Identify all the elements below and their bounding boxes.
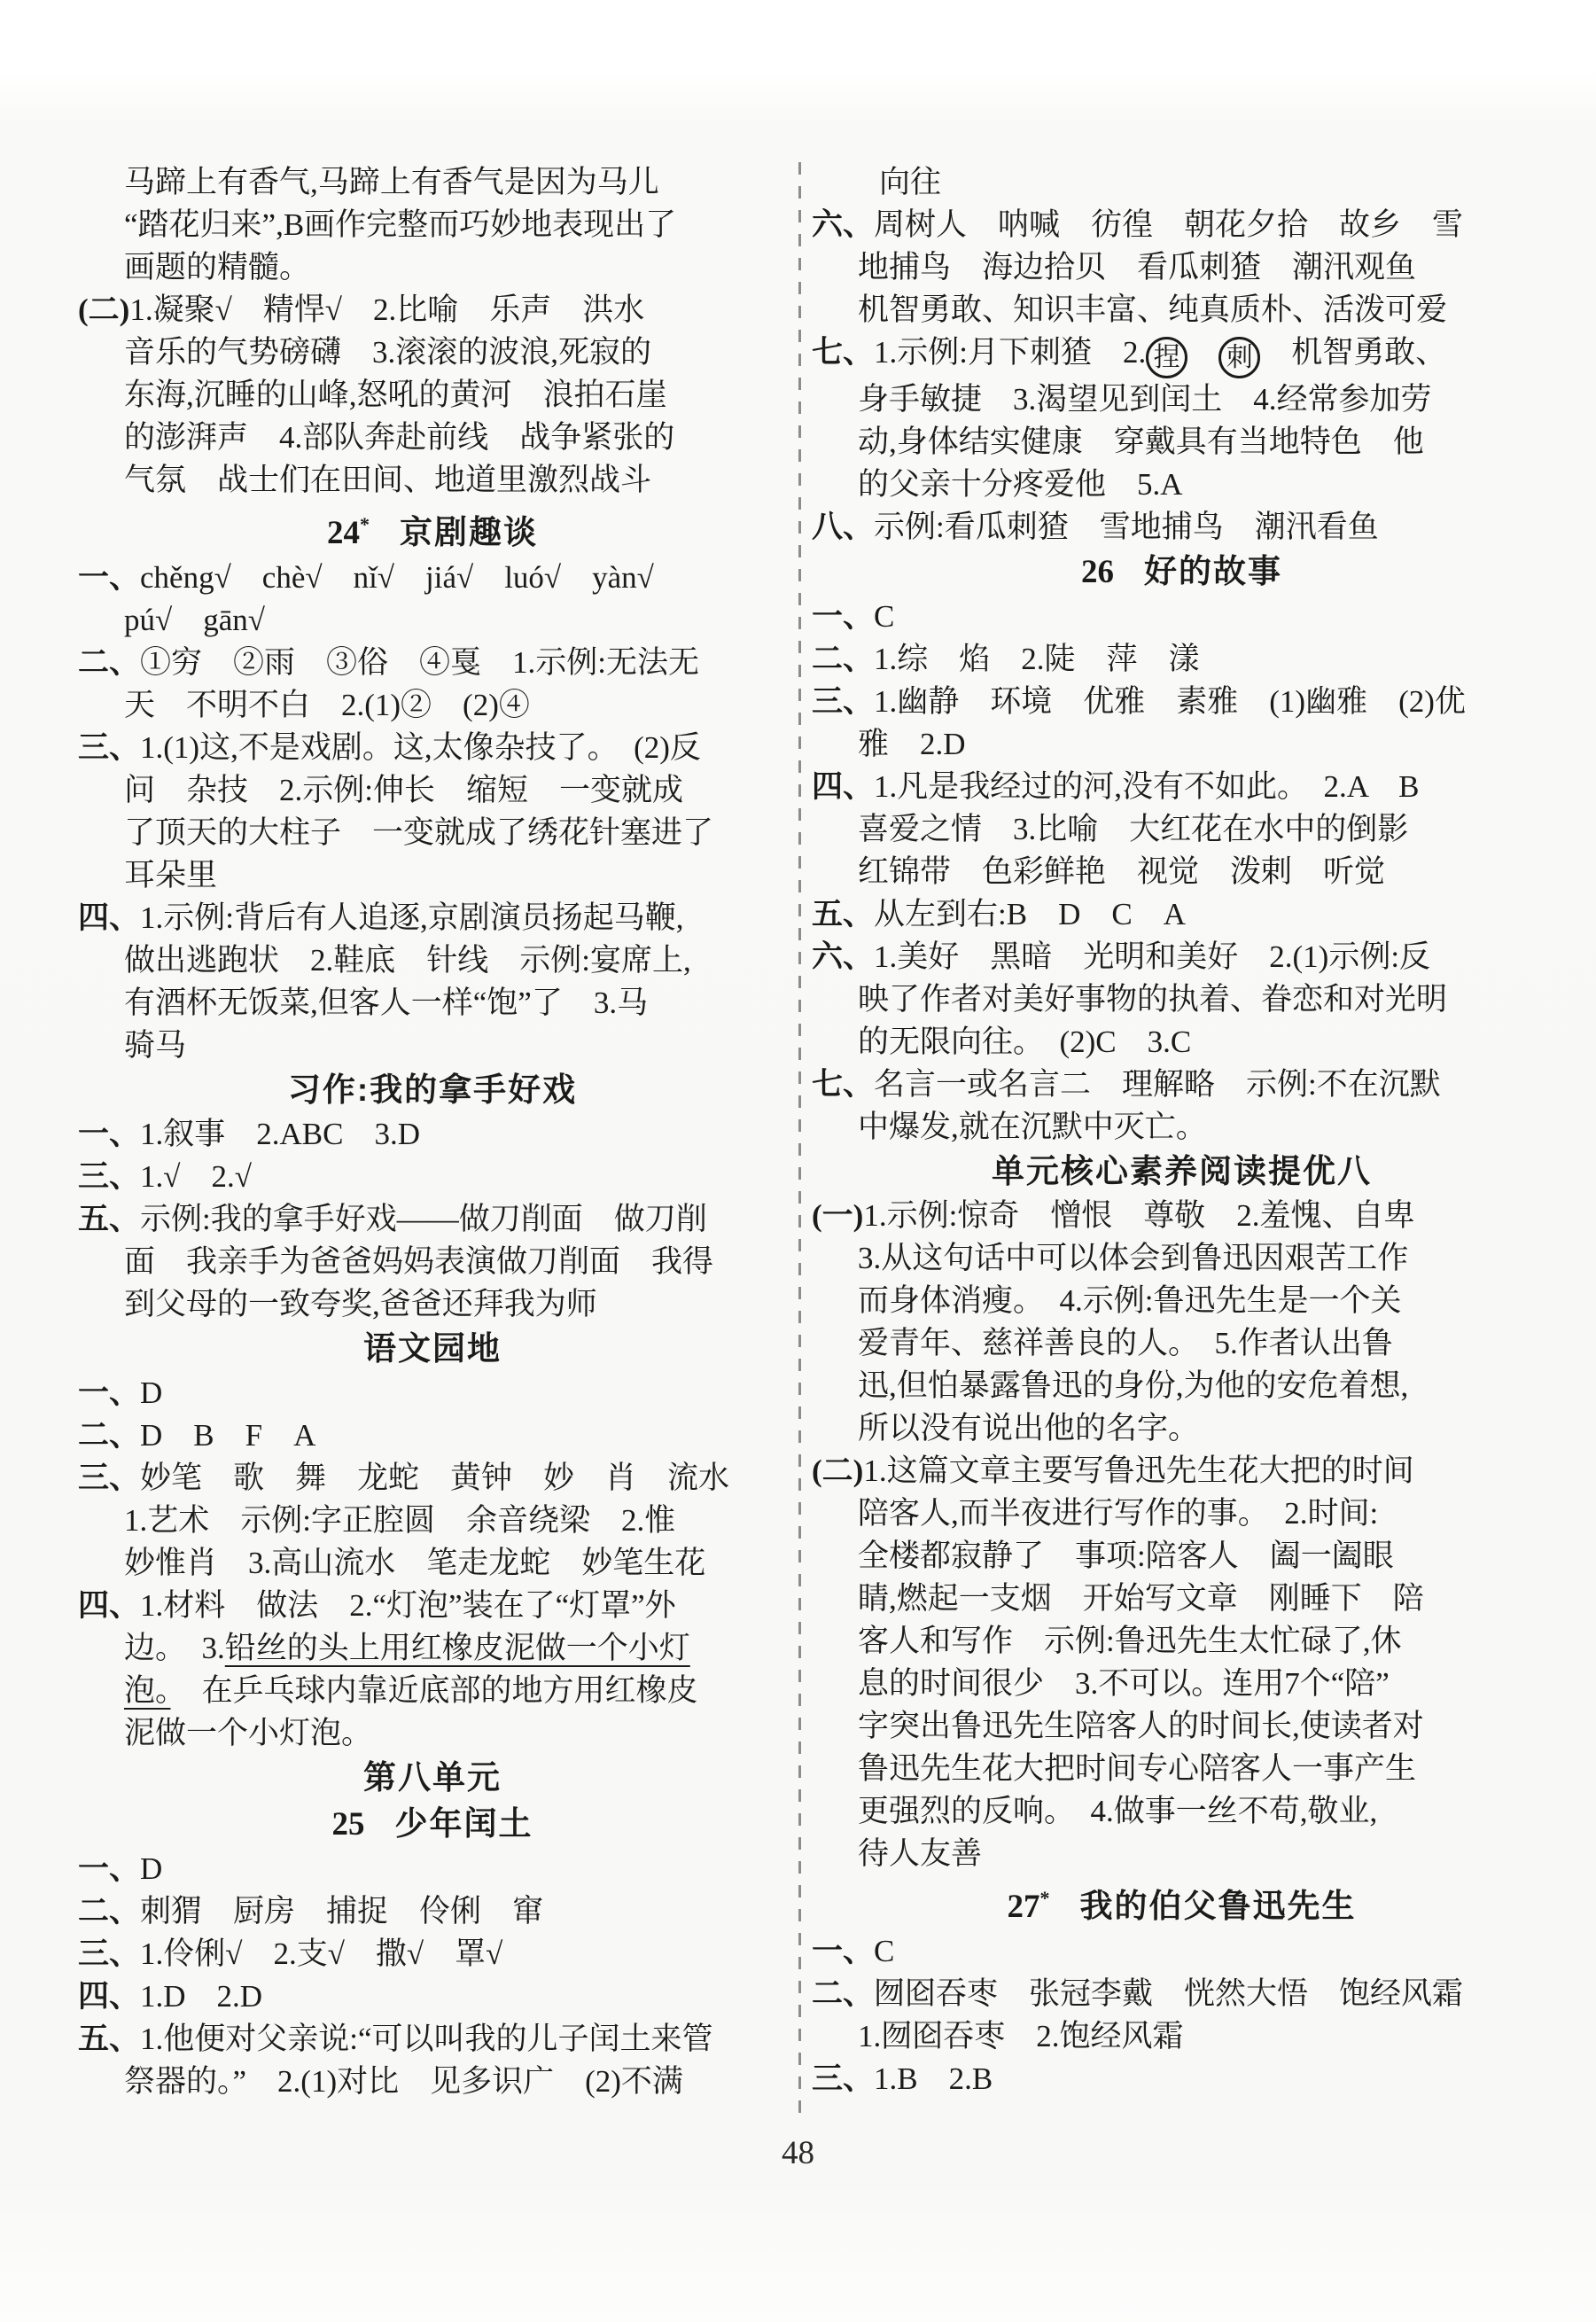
answer-text: 雅 2.D <box>858 727 966 761</box>
item-marker: 二、 <box>812 1976 875 2011</box>
answer-line <box>78 2018 787 2061</box>
answer-text: 有酒杯无饭菜,但客人一样“饱”了 3.马 <box>124 986 649 1020</box>
answer-text: 刺猬 厨房 捕捉 伶俐 窜 <box>140 1894 544 1929</box>
section-title: 习作:我的拿手好戏 <box>287 1071 578 1108</box>
answer-text: 1.凝聚√ 精悍√ 2.比喻 乐声 洪水 <box>129 292 645 327</box>
answer-text: 示例:我的拿手好戏——做刀削面 做刀削 <box>140 1202 707 1236</box>
answer-line <box>812 204 1552 246</box>
answer-line <box>812 1790 1552 1833</box>
answer-line <box>78 1241 787 1283</box>
answer-line <box>78 812 787 854</box>
answer-text: 的无限向往。 (2)C 3.C <box>858 1025 1192 1059</box>
section-header <box>812 1875 1552 1930</box>
lesson-number: 25 <box>331 1806 365 1843</box>
section-title: 好的故事 <box>1144 553 1282 589</box>
answer-text: 陪客人,而半夜进行写作的事。 2.时间: <box>858 1496 1379 1531</box>
section-title: 第八单元 <box>363 1759 502 1796</box>
answer-line <box>812 1930 1552 1973</box>
item-marker: 四、 <box>812 769 875 804</box>
answer-text: 的澎湃声 4.部队奔赴前线 战争紧张的 <box>124 420 675 455</box>
answer-text: 而身体消瘦。 4.示例:鲁迅先生是一个关 <box>858 1283 1402 1318</box>
underlined-answer: 泡。 <box>124 1673 171 1708</box>
answer-text: 1.叙事 2.ABC 3.D <box>140 1117 421 1151</box>
answer-text: 骑马 <box>124 1028 187 1063</box>
answer-line <box>78 331 787 374</box>
answer-text: 面 我亲手为爸爸妈妈表演做刀削面 我得 <box>124 1244 714 1279</box>
item-marker: 五、 <box>78 1202 141 1236</box>
item-marker: 三、 <box>78 1159 141 1194</box>
item-marker: 六、 <box>812 207 875 242</box>
answer-line <box>78 417 787 459</box>
item-marker: 二、 <box>78 1418 141 1453</box>
item-marker: 三、 <box>812 2061 875 2096</box>
answer-text: 画题的精髓。 <box>124 250 311 284</box>
answer-text: 耳朵里 <box>124 858 218 892</box>
answer-line <box>812 506 1552 549</box>
answer-line <box>78 204 787 246</box>
answer-text: 天 不明不白 2.(1)② (2)④ <box>124 688 530 722</box>
answer-line <box>812 766 1552 808</box>
item-marker: 七、 <box>812 335 875 370</box>
answer-text: 1.幽静 环境 优雅 素雅 (1)幽雅 (2)优 <box>874 684 1466 719</box>
answer-line <box>78 374 787 417</box>
answer-text: 1.凡是我经过的河,没有不如此。 2.A B <box>874 769 1420 804</box>
answer-line <box>812 1705 1552 1748</box>
answer-line <box>812 1578 1552 1620</box>
item-marker: 四、 <box>78 900 141 935</box>
section-header <box>78 502 787 557</box>
answer-text: 红锦带 色彩鲜艳 视觉 泼剌 听觉 <box>858 854 1386 889</box>
answer-text: 问 杂技 2.示例:伸长 缩短 一变就成 <box>124 773 683 807</box>
answer-text: 泥做一个小灯泡。 <box>124 1716 373 1750</box>
answer-line <box>812 1748 1552 1790</box>
answer-line <box>78 939 787 982</box>
answer-line <box>812 596 1552 638</box>
answer-line <box>812 1365 1552 1407</box>
answer-text: 动,身体结实健康 穿戴具有当地特色 他 <box>858 425 1424 459</box>
answer-line <box>78 2061 787 2103</box>
answer-text: 更强烈的反响。 4.做事一丝不苟,敬业, <box>858 1794 1378 1828</box>
answer-line <box>78 459 787 502</box>
item-marker: 五、 <box>78 2022 141 2056</box>
answer-line <box>812 421 1552 464</box>
item-marker: 三、 <box>78 1461 141 1495</box>
section-title: 京剧趣谈 <box>400 514 538 550</box>
answer-text: 1.示例:背后有人追逐,京剧演员扬起马鞭, <box>140 900 684 935</box>
answer-line <box>78 684 787 727</box>
answer-text: 妙惟肖 3.高山流水 笔走龙蛇 妙笔生花 <box>124 1546 706 1580</box>
lesson-star: * <box>1039 1887 1050 1909</box>
item-marker: 六、 <box>812 939 875 974</box>
answer-text: D <box>140 1375 163 1410</box>
answer-text: 1.√ 2.√ <box>140 1159 252 1194</box>
answer-line <box>78 982 787 1025</box>
answer-line <box>812 1280 1552 1322</box>
answer-line <box>812 638 1552 681</box>
answer-text: 1.示例:月下刺猹 2. <box>874 335 1147 370</box>
item-marker: 一、 <box>78 1375 141 1410</box>
answer-line <box>78 769 787 812</box>
answer-text: 字突出鲁迅先生陪客人的时间长,使读者对 <box>858 1709 1424 1743</box>
item-marker: 八、 <box>812 510 875 544</box>
answer-text: D <box>140 1851 163 1886</box>
answer-line <box>78 1414 787 1457</box>
left-column <box>78 161 787 2103</box>
answer-line <box>78 1198 787 1241</box>
section-header <box>812 1149 1552 1195</box>
answer-line <box>78 1627 787 1670</box>
answer-line <box>812 1064 1552 1106</box>
answer-text: ①穷 ②雨 ③俗 ④戛 1.示例:无法无 <box>140 645 699 680</box>
answer-text: 1.B 2.B <box>874 2061 993 2096</box>
answer-line <box>812 2015 1552 2058</box>
answer-line <box>812 1663 1552 1705</box>
answer-line <box>78 1457 787 1500</box>
answer-line <box>812 378 1552 421</box>
answer-text: 鲁迅先生花大把时间专心陪客人一事产生 <box>858 1751 1417 1786</box>
answer-line <box>78 599 787 642</box>
answer-line <box>812 936 1552 978</box>
answer-text: 1.(1)这,不是戏剧。这,太像杂技了。 (2)反 <box>140 730 701 765</box>
lesson-number: 24 <box>327 515 360 551</box>
answer-line <box>812 289 1552 331</box>
answer-text: 1.囫囵吞枣 2.饱经风霜 <box>858 2019 1184 2053</box>
right-column <box>812 161 1552 2100</box>
answer-text: 马蹄上有香气,马蹄上有香气是因为马儿 <box>124 165 659 199</box>
answer-line <box>78 1670 787 1712</box>
answer-line <box>78 246 787 289</box>
answer-text: 1.伶俐√ 2.支√ 撒√ 罩√ <box>140 1936 503 1971</box>
answer-line <box>78 289 787 331</box>
answer-line <box>812 1620 1552 1663</box>
answer-text: 中爆发,就在沉默中灭亡。 <box>858 1110 1207 1144</box>
section-title: 语文园地 <box>363 1330 502 1367</box>
answer-text: 到父母的一致夸奖,爸爸还拜我为师 <box>124 1287 597 1321</box>
item-marker: 四、 <box>78 1588 141 1623</box>
answer-line <box>78 1933 787 1975</box>
item-marker: 二、 <box>78 1894 141 1929</box>
item-marker: 二、 <box>78 645 141 680</box>
answer-text: 睛,燃起一支烟 开始写文章 刚睡下 陪 <box>858 1581 1424 1616</box>
answer-line <box>78 1500 787 1542</box>
answer-text: 1.他便对父亲说:“可以叫我的儿子闰土来管 <box>140 2022 713 2056</box>
answer-line <box>812 1450 1552 1492</box>
answer-text: 向往 <box>879 165 942 199</box>
answer-text: 机智勇敢、知识丰富、纯真质朴、活泼可爱 <box>858 292 1448 327</box>
answer-line <box>812 464 1552 506</box>
item-marker: 一、 <box>78 560 141 595</box>
answer-text: 妙笔 歌 舞 龙蛇 黄钟 妙 肖 流水 <box>140 1461 730 1495</box>
answer-line <box>812 1973 1552 2015</box>
circled-character: 刺 <box>1218 337 1260 378</box>
answer-text: 音乐的气势磅礴 3.滚滚的波浪,死寂的 <box>124 335 652 370</box>
answer-line <box>78 1025 787 1067</box>
answer-text: C <box>874 599 895 634</box>
answer-text: 的父亲十分疼爱他 5.A <box>858 467 1183 502</box>
answer-line <box>78 1372 787 1414</box>
section-header <box>78 1755 787 1801</box>
answer-line <box>812 723 1552 766</box>
answer-line <box>78 1585 787 1627</box>
answer-line <box>812 1535 1552 1578</box>
answer-line <box>812 808 1552 851</box>
section-header <box>78 1326 787 1372</box>
lesson-number: 26 <box>1081 554 1114 590</box>
answer-text: 待人友善 <box>858 1836 983 1871</box>
answer-line <box>812 1021 1552 1064</box>
answer-line <box>812 1322 1552 1365</box>
answer-text: 在乒乓球内靠近底部的地方用红橡皮 <box>170 1673 698 1708</box>
answer-text <box>1187 335 1218 370</box>
answer-text: 3.从这句话中可以体会到鲁迅因艰苦工作 <box>858 1241 1409 1275</box>
item-marker: 四、 <box>78 1979 141 2014</box>
underlined-answer: 铅丝的头上用红橡皮泥做一个小灯 <box>224 1631 690 1665</box>
answer-text: 周树人 呐喊 彷徨 朝花夕拾 故乡 雪 <box>874 207 1464 242</box>
answer-text: 做出逃跑状 2.鞋底 针线 示例:宴席上, <box>124 943 691 978</box>
item-marker: 三、 <box>78 1936 141 1971</box>
answer-text: 爱青年、慈祥善良的人。 5.作者认出鲁 <box>858 1326 1393 1360</box>
answer-line <box>78 727 787 769</box>
answer-line <box>78 642 787 684</box>
answer-text: 所以没有说出他的名字。 <box>858 1411 1200 1445</box>
answer-line <box>78 1890 787 1933</box>
answer-text: 边。 3. <box>124 1631 225 1665</box>
answer-text: 从左到右:B D C A <box>874 897 1186 931</box>
answer-text: 身手敏捷 3.渴望见到闰土 4.经常参加劳 <box>858 382 1432 417</box>
answer-text: 映了作者对美好事物的执着、眷恋和对光明 <box>858 982 1448 1017</box>
section-title: 单元核心素养阅读提优八 <box>992 1153 1372 1189</box>
section-header <box>812 549 1552 596</box>
answer-line <box>812 1407 1552 1450</box>
item-marker: 三、 <box>78 730 141 765</box>
answer-line <box>812 1106 1552 1149</box>
answer-line <box>78 1975 787 2018</box>
answer-text: pú√ gān√ <box>124 603 265 637</box>
answer-text: 东海,沉睡的山峰,怒吼的黄河 浪拍石崖 <box>124 378 667 412</box>
answer-line <box>812 978 1552 1021</box>
column-divider-dashed-line <box>798 162 801 2123</box>
answer-text: 1.艺术 示例:字正腔圆 余音绕梁 2.惟 <box>124 1503 676 1538</box>
item-marker: (二) <box>812 1453 864 1488</box>
item-marker: 七、 <box>812 1067 875 1102</box>
answer-line <box>812 1833 1552 1875</box>
answer-line <box>812 1237 1552 1280</box>
answer-line <box>812 893 1552 936</box>
answer-text: 1.材料 做法 2.“灯泡”装在了“灯罩”外 <box>140 1588 676 1623</box>
answer-text: 地捕鸟 海边拾贝 看瓜刺猹 潮汛观鱼 <box>858 250 1417 284</box>
lesson-number: 27 <box>1007 1889 1040 1925</box>
answer-text: 气氛 战士们在田间、地道里激烈战斗 <box>124 463 652 497</box>
item-marker: 一、 <box>812 1934 875 1968</box>
answer-text: 喜爱之情 3.比喻 大红花在水中的倒影 <box>858 812 1409 846</box>
answer-text: “踏花归来”,B画作完整而巧妙地表现出了 <box>124 207 677 242</box>
answer-text: 息的时间很少 3.不可以。连用7个“陪” <box>858 1666 1390 1701</box>
answer-text: 祭器的。” 2.(1)对比 见多识广 (2)不满 <box>124 2064 683 2099</box>
item-marker: 一、 <box>78 1851 141 1886</box>
answer-line <box>812 1492 1552 1535</box>
answer-line <box>78 1113 787 1156</box>
item-marker: (一) <box>812 1198 864 1233</box>
answer-text: 囫囵吞枣 张冠李戴 恍然大悟 饱经风霜 <box>874 1976 1464 2011</box>
answer-line <box>812 246 1552 289</box>
answer-line <box>78 1283 787 1326</box>
answer-line <box>78 161 787 204</box>
answer-line <box>812 1195 1552 1237</box>
item-marker: 一、 <box>812 599 875 634</box>
section-header <box>78 1801 787 1848</box>
answer-text: 1.美好 黑暗 光明和美好 2.(1)示例:反 <box>874 939 1431 974</box>
answer-line <box>812 851 1552 893</box>
answer-text: 名言一或名言二 理解略 示例:不在沉默 <box>874 1067 1441 1102</box>
item-marker: 三、 <box>812 684 875 719</box>
answer-line <box>78 854 787 897</box>
section-title: 少年闰土 <box>394 1805 533 1842</box>
lesson-star: * <box>360 513 370 535</box>
answer-text: 全楼都寂静了 事项:陪客人 阖一阖眼 <box>858 1539 1394 1573</box>
answer-line <box>812 331 1552 378</box>
answer-text: 示例:看瓜刺猹 雪地捕鸟 潮汛看鱼 <box>874 510 1379 544</box>
answer-line <box>78 1542 787 1585</box>
answer-text: 机智勇敢、 <box>1260 335 1447 370</box>
answer-line <box>812 681 1552 723</box>
answer-text: 1.这篇文章主要写鲁迅先生花大把的时间 <box>863 1453 1414 1488</box>
answer-text: chěng√ chè√ nǐ√ jiá√ luó√ yàn√ <box>140 560 654 595</box>
item-marker: 一、 <box>78 1117 141 1151</box>
answer-text: 客人和写作 示例:鲁迅先生太忙碌了,休 <box>858 1624 1402 1658</box>
answer-text: C <box>874 1934 895 1968</box>
answer-text: 1.示例:惊奇 憎恨 尊敬 2.羞愧、自卑 <box>863 1198 1415 1233</box>
answer-line <box>78 557 787 599</box>
answer-text: 迅,但怕暴露鲁迅的身份,为他的安危着想, <box>858 1368 1409 1403</box>
section-title: 我的伯父鲁迅先生 <box>1079 1888 1357 1924</box>
section-header <box>78 1067 787 1113</box>
answer-text: 1.综 焰 2.陡 萍 漾 <box>874 642 1200 676</box>
item-marker: (二) <box>78 292 130 327</box>
item-marker: 五、 <box>812 897 875 931</box>
answer-text: 了顶天的大柱子 一变就成了绣花针塞进了 <box>124 815 714 850</box>
page-number: 48 <box>782 2135 814 2171</box>
circled-character: 捏 <box>1146 337 1187 378</box>
answer-line <box>78 1712 787 1755</box>
answer-line <box>812 161 1552 204</box>
answer-line <box>78 1848 787 1890</box>
answer-line <box>78 1156 787 1198</box>
answer-line <box>812 2058 1552 2100</box>
item-marker: 二、 <box>812 642 875 676</box>
answer-line <box>78 897 787 939</box>
answer-text: D B F A <box>140 1418 316 1453</box>
answer-text: 1.D 2.D <box>140 1979 263 2014</box>
